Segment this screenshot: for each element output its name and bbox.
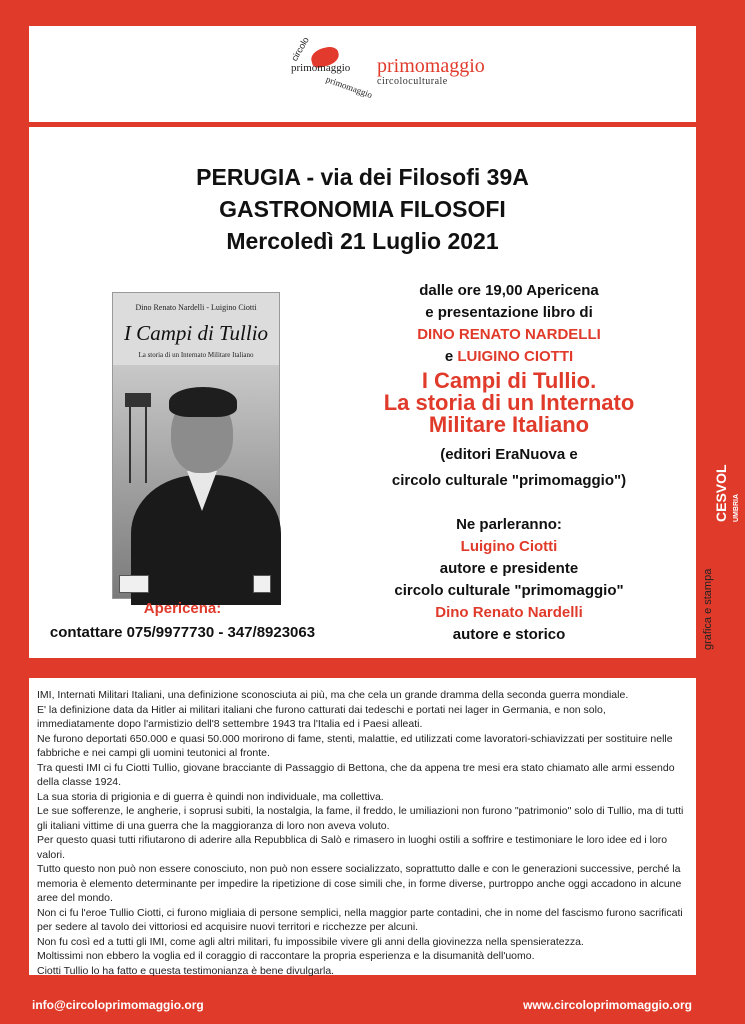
logo: [277, 35, 507, 108]
paragraph: Ciotti Tullio lo ha fatto e questa testimonianza è bene divulgarla.: [37, 964, 335, 977]
paragraph: La sua storia di prigionia e di guerra è quindi non individuale, ma collettiva.: [37, 790, 384, 803]
watchtower-image: [125, 393, 151, 483]
cesvol-logo: [713, 440, 745, 524]
cesvol-umbria: UMBRIA: [733, 494, 740, 522]
author-conj: e: [444, 348, 458, 365]
logo-name: primomaggio: [377, 55, 485, 77]
author-2-line: [359, 348, 659, 365]
speaker-1-role-1: autore e presidente: [439, 560, 579, 577]
paragraph: Moltissimi non ebbero la voglia ed il coraggio di raccontare la propria esperienza e la disumanità dell'uomo.: [37, 950, 535, 962]
logo-text: [377, 56, 485, 87]
grafica-text: grafica e stampa: [702, 568, 714, 650]
paragraph: E' la definizione data da Hitler ai militari italiani che furono catturati dai tedeschi e portati nei lager in Germania, e non solo, immediatamente dopo l'armistizio dell'8 settembre 1943 tra l'Italia ed i Paesi alleati.: [37, 703, 606, 730]
website-link[interactable]: www.circoloprimomaggio.org: [523, 998, 692, 1012]
speaker-1-name: Luigino Ciotti: [460, 538, 558, 555]
speaker-1-role-2: circolo culturale "primomaggio": [394, 582, 624, 599]
cesvol-badge: [699, 440, 740, 650]
apericena-label: Apericena:: [143, 600, 222, 617]
book-authors: Dino Renato Nardelli - Luigino Ciotti: [135, 303, 257, 312]
paragraph: Non fu così ed a tutti gli IMI, come agli altri militari, fu impossibile vivere gli anni della giovinezza nella spensieratezza.: [37, 935, 584, 948]
heading-venue: GASTRONOMIA FILOSOFI: [219, 196, 506, 222]
seal-text-bottom: primomaggio: [324, 74, 374, 100]
paragraph: Non ci fu l'eroe Tullio Ciotti, ci furono migliaia di persone semplici, nella maggior parte contadini, che in nome del fascismo furono sacrificati per sedere al tavolo dei vittoriosi ed acquisire nuovi territori e ricchezze per alcuni.: [37, 906, 683, 933]
publishers-2: circolo culturale "primomaggio"): [391, 472, 627, 489]
publisher-logo: [119, 575, 149, 593]
email-link[interactable]: info@circoloprimomaggio.org: [32, 998, 204, 1012]
speaker-2-name: Dino Renato Nardelli: [435, 604, 583, 621]
logo-sub: circoloculturale: [377, 76, 448, 87]
paragraph: Tra questi IMI ci fu Ciotti Tullio, giovane bracciante di Passaggio di Bettona, che da appena tre mesi era stato chiamato alle armi essendo della classe 1924.: [37, 761, 675, 788]
paragraph: Le sue sofferenze, le angherie, i soprusi subiti, la nostalgia, la fame, il freddo, le umiliazioni non furono "patrimonio" solo di Tullio, ma di tutti gli italiani vittime di una guerra che la maggioranza di loro non aveva voluto.: [37, 805, 684, 832]
event-time: dalle ore 19,00 Apericena: [419, 282, 599, 299]
cesvol-name: CESVOL: [713, 464, 729, 522]
heading-date: Mercoledì 21 Luglio 2021: [226, 228, 499, 254]
book-cover: [112, 292, 280, 599]
speaker-2-role: autore e storico: [452, 626, 566, 643]
author-1: DINO RENATO NARDELLI: [417, 326, 601, 343]
book-title-3: Militare Italiano: [428, 412, 590, 437]
author-2: LUIGINO CIOTTI: [457, 348, 574, 365]
seal-text-main: primomaggio: [291, 62, 351, 74]
publishers-1: (editori EraNuova e: [440, 446, 578, 463]
paragraph: Per questo quasi tutti rifiutarono di aderire alla Repubblica di Salò e rimasero in luoghi ostili a soffrire e testimoniare le loro idee ed i loro valori.: [37, 834, 668, 861]
event-presentation: e presentazione libro di: [425, 304, 593, 321]
heading-address: PERUGIA - via dei Filosofi 39A: [196, 164, 529, 190]
top-panel: [29, 26, 696, 658]
paragraph: IMI, Internati Militari Italiani, una definizione sconosciuta ai più, ma che cela un grande dramma della seconda guerra mondiale.: [37, 689, 629, 701]
divider: [29, 122, 696, 127]
book-title-2: La storia di un Internato: [383, 390, 635, 415]
paragraph: Tutto questo non può non essere conosciuto, non può non essere socializzato, soprattutto dalle e con le generazioni successive, perché la memoria è elemento determinante per impedire la ripetizione di cose simili che, in forme diverse, purtroppo anche oggi accadono in alcune aree del mondo.: [37, 863, 682, 904]
book-title: I Campi di Tullio: [123, 321, 269, 345]
book-subtitle: La storia di un Internato Militare Italiano: [138, 351, 254, 359]
speakers-label: Ne parleranno:: [456, 516, 562, 533]
seal-text-top: circolo: [289, 35, 311, 63]
bottom-panel: [29, 678, 696, 975]
body-text: [37, 688, 685, 978]
paragraph: Ne furono deportati 650.000 e quasi 50.000 morirono di fame, stenti, malattie, ed utilizzati come lavoratori-schiavizzati per sostituire nelle fabbriche e nei campi gli uomini teutonici al fronte.: [37, 732, 673, 759]
logo-seal: [277, 35, 377, 108]
book-title-1: I Campi di Tullio.: [421, 368, 597, 393]
apericena-contact: contattare 075/9977730 - 347/8923063: [49, 624, 316, 641]
circolo-logo: [253, 575, 271, 593]
portrait-hair: [169, 387, 237, 417]
